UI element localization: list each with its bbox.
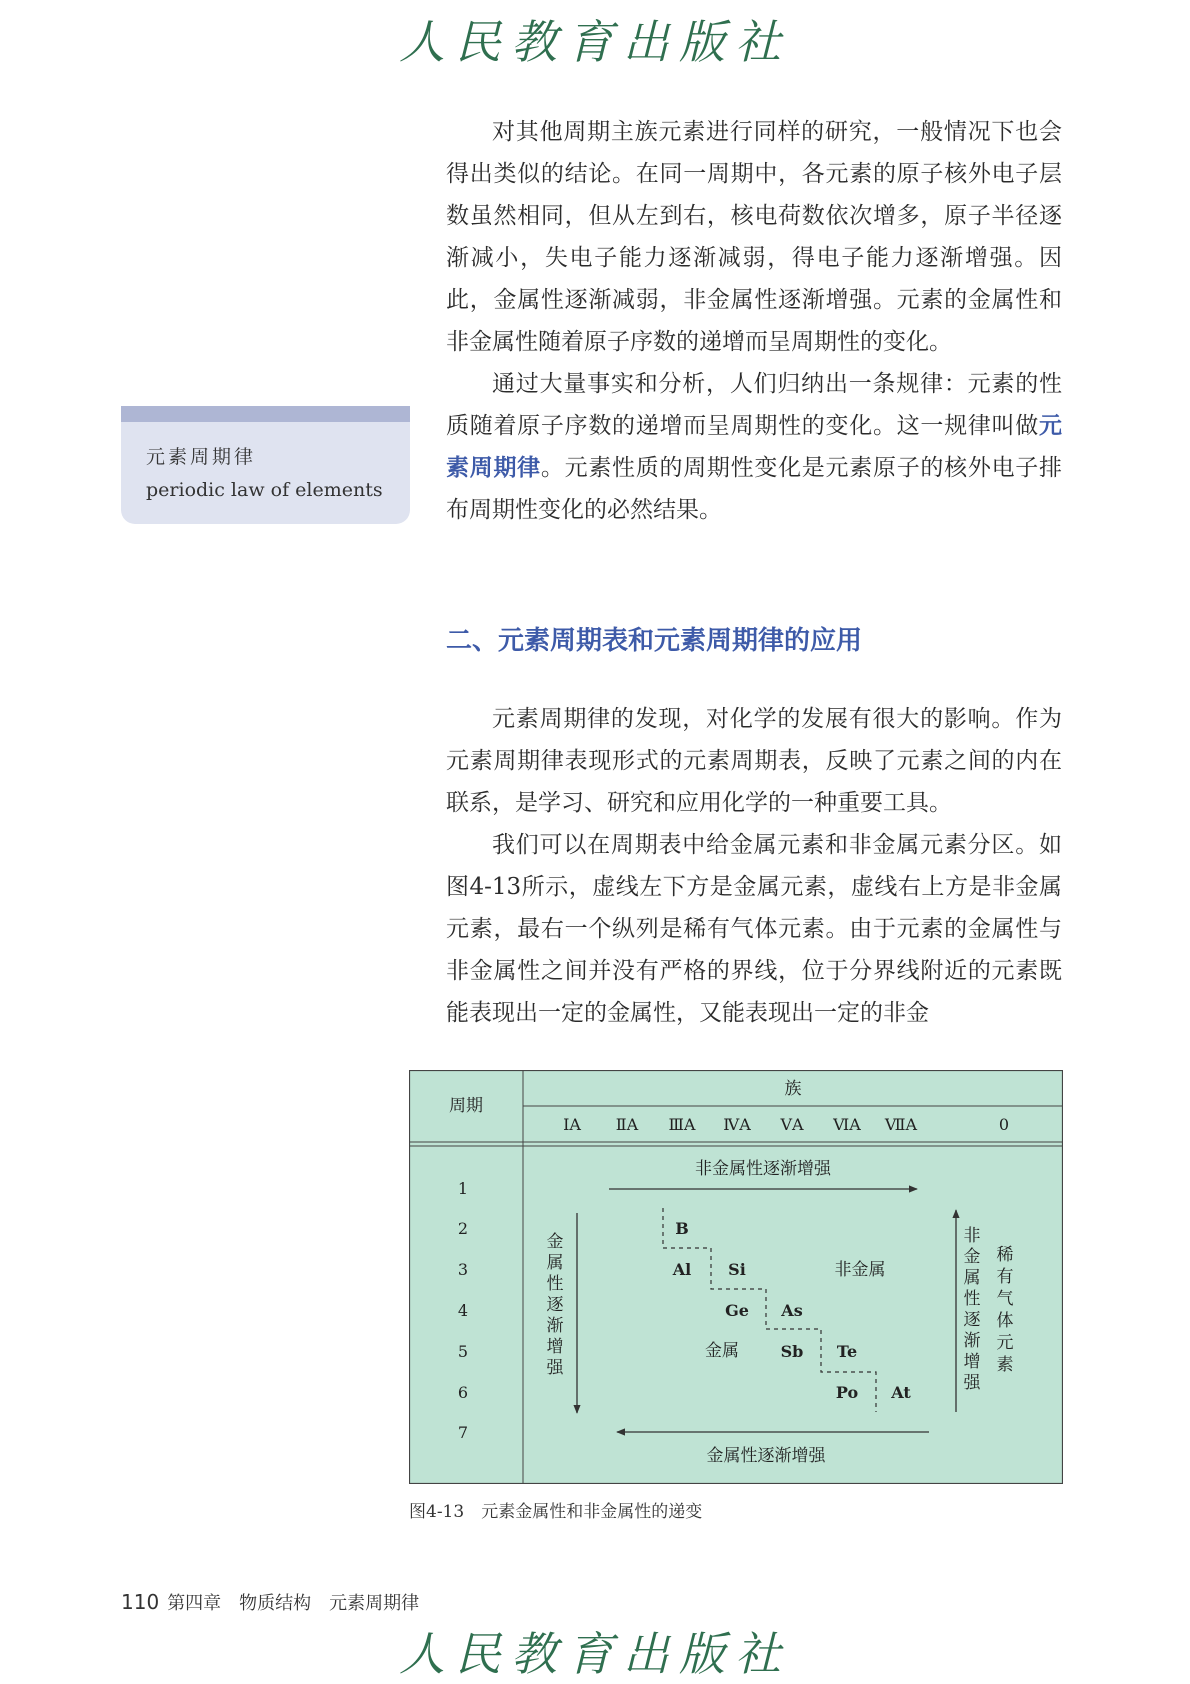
noble-gas-char: 元 <box>996 1333 1014 1353</box>
element-Sb: Sb <box>780 1342 804 1361</box>
group-label: ⅣA <box>723 1115 751 1134</box>
page-footer <box>121 1589 419 1615</box>
bottom-arrow-label: 金属性逐渐增强 <box>706 1446 826 1466</box>
right-arrow-char: 逐 <box>963 1310 981 1330</box>
publisher-logo-bottom: 人民教育出版社 <box>399 1627 791 1681</box>
left-arrow-char: 增 <box>546 1337 564 1357</box>
left-arrow-char: 强 <box>546 1358 564 1378</box>
period-label: 4 <box>457 1301 469 1320</box>
element-Al: Al <box>672 1260 692 1279</box>
figure-4-13 <box>409 1070 1063 1484</box>
period-label: 3 <box>457 1260 469 1279</box>
right-arrow-char: 性 <box>963 1289 981 1309</box>
left-arrow-char: 性 <box>546 1274 564 1294</box>
element-Te: Te <box>836 1342 858 1361</box>
period-header: 周期 <box>449 1096 483 1116</box>
metal-nonmetal-diagram <box>409 1070 1063 1484</box>
noble-gas-char: 气 <box>996 1289 1014 1309</box>
paragraph: 我们可以在周期表中给金属元素和非金属元素分区。如图4-13所示，虚线左下方是金属元素，虚线右上方是非金属元素，最右一个纵列是稀有气体元素。由于元素的金属性与非金属性之间并没有严格的界线，位于分界线附近的元素既能表现出一定的金属性，又能表现出一定的非金 <box>446 832 1062 1026</box>
paragraph: 对其他周期主族元素进行同样的研究，一般情况下也会得出类似的结论。在同一周期中，各元素的原子核外电子层数虽然相同，但从左到右，核电荷数依次增多，原子半径逐渐减小，失电子能力逐渐减弱，得电子能力逐渐增强。因此，金属性逐渐减弱，非金属性逐渐增强。元素的金属性和非金属性随着原子序数的递增而呈周期性的变化。 <box>446 119 1062 355</box>
period-label: 1 <box>457 1179 469 1198</box>
publisher-logo-top: 人民教育出版社 <box>399 15 791 69</box>
side-note <box>121 406 410 524</box>
metal-label: 金属 <box>705 1341 739 1361</box>
right-arrow-char: 非 <box>963 1226 981 1246</box>
section-title: 二、元素周期表和元素周期律的应用 <box>446 626 863 656</box>
element-Ge: Ge <box>725 1301 749 1320</box>
group-label: ⅢA <box>668 1115 696 1134</box>
side-note-english: periodic law of elements <box>146 479 383 501</box>
element-B: B <box>675 1219 689 1238</box>
page-number: 110 <box>121 1590 160 1614</box>
right-arrow-char: 金 <box>963 1247 981 1267</box>
period-label: 2 <box>457 1219 469 1238</box>
paragraph: 元素周期律的发现，对化学的发展有很大的影响。作为元素周期律表现形式的元素周期表，反映了元素之间的内在联系，是学习、研究和应用化学的一种重要工具。 <box>446 706 1062 816</box>
group-label: ⅤA <box>780 1115 804 1134</box>
noble-gas-char: 有 <box>996 1267 1014 1287</box>
left-arrow-char: 属 <box>546 1253 564 1273</box>
right-arrow-char: 强 <box>963 1373 981 1393</box>
noble-gas-char: 稀 <box>996 1245 1014 1265</box>
noble-gas-char: 素 <box>996 1355 1014 1375</box>
key-term: 元素周期律 <box>446 413 1062 481</box>
left-arrow-char: 渐 <box>546 1316 564 1336</box>
text-block-2 <box>446 698 1062 1034</box>
element-As: As <box>781 1301 803 1320</box>
paragraph: 通过大量事实和分析，人们归纳出一条规律：元素的性质随着原子序数的递增而呈周期性的变化。这一规律叫做元素周期律。元素性质的周期性变化是元素原子的核外电子排布周期性变化的必然结果。 <box>446 371 1063 523</box>
left-arrow-char: 金 <box>546 1232 564 1252</box>
right-arrow-char: 属 <box>963 1268 981 1288</box>
right-arrow-char: 增 <box>963 1352 981 1372</box>
group-label: ⅡA <box>615 1115 639 1134</box>
element-Po: Po <box>835 1383 859 1402</box>
period-label: 7 <box>457 1423 469 1442</box>
group-label: ⅦA <box>884 1115 918 1134</box>
group-label: ⅠA <box>563 1115 581 1134</box>
group-header: 族 <box>784 1079 802 1099</box>
left-arrow-char: 逐 <box>546 1295 564 1315</box>
chapter-title: 第四章 物质结构 元素周期律 <box>167 1593 420 1614</box>
element-Si: Si <box>728 1260 746 1279</box>
group-label: 0 <box>998 1115 1010 1134</box>
element-At: At <box>891 1383 911 1402</box>
right-arrow-char: 渐 <box>963 1331 981 1351</box>
noble-gas-char: 体 <box>996 1311 1014 1331</box>
period-label: 5 <box>457 1342 469 1361</box>
side-note-chinese: 元素周期律 <box>146 446 257 468</box>
nonmetal-label: 非金属 <box>834 1260 886 1280</box>
text-block-1 <box>446 111 1062 531</box>
top-arrow-label: 非金属性逐渐增强 <box>695 1159 831 1179</box>
group-label: ⅥA <box>833 1115 861 1134</box>
figure-caption: 图4-13 元素金属性和非金属性的递变 <box>409 1502 703 1522</box>
period-label: 6 <box>457 1383 469 1402</box>
